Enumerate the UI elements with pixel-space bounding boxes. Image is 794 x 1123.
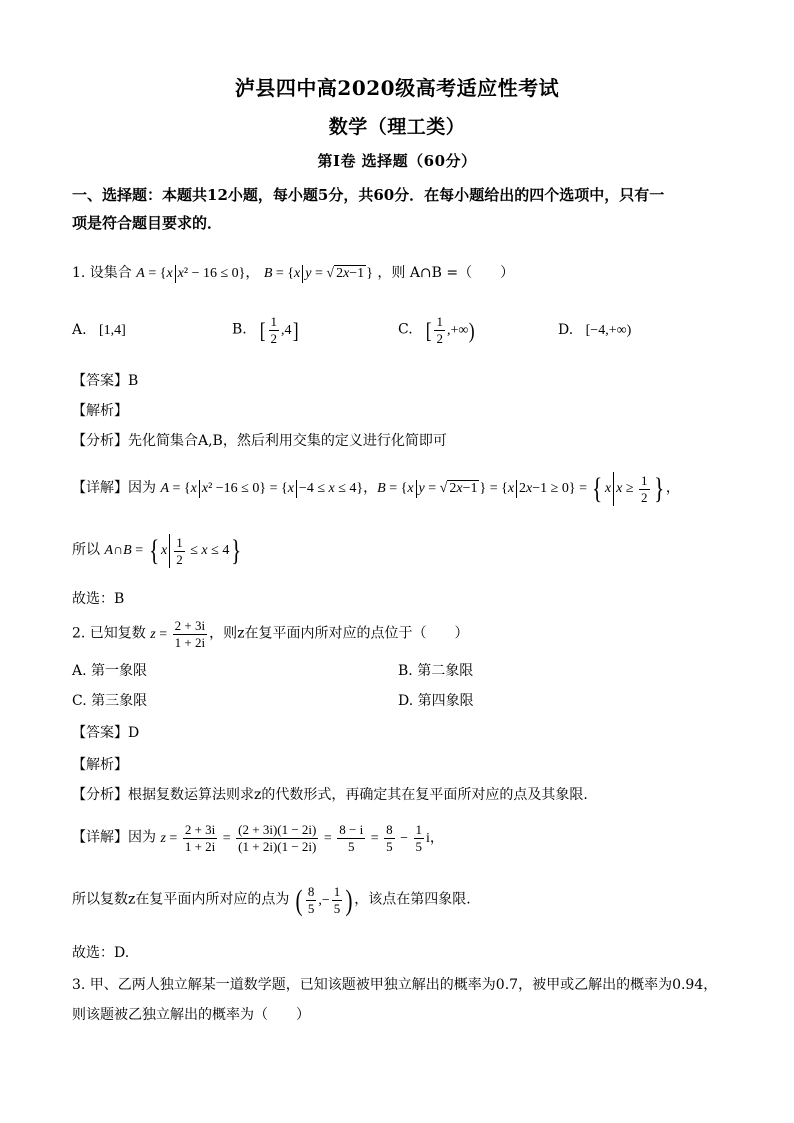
q2-option-b bbox=[398, 660, 473, 680]
q1-stem bbox=[72, 262, 514, 283]
q1-option-d bbox=[558, 322, 631, 339]
q2-option-c-text: 第三象限 bbox=[91, 693, 148, 709]
q1-conclusion-math: A∩B = { x $\frac{1}{2}$ ≤ x ≤ 4} bbox=[104, 534, 242, 567]
q2-option-a-text: 第一象限 bbox=[91, 663, 148, 679]
q1-option-b bbox=[232, 314, 299, 347]
q1-set-a: A = {x x² − 16 ≤ 0} bbox=[136, 266, 246, 281]
q2-option-b-text: 第二象限 bbox=[417, 663, 474, 679]
q1-detail bbox=[72, 472, 680, 506]
q1-option-b-label: B. bbox=[232, 321, 247, 338]
instructions-line-1: 一、选择题：本题共12小题，每小题5分，共60分．在每小题给出的四个选项中，只有一 bbox=[72, 186, 665, 204]
q1-option-c-value: [ $\frac{1}{2}$ ,+∞) bbox=[425, 314, 475, 346]
instructions-line-2: 项是符合题目要求的． bbox=[72, 214, 223, 232]
q2-detail-prefix: 【详解】因为 bbox=[72, 829, 156, 846]
q2-conclusion-prefix: 所以复数z在复平面内所对应的点为 bbox=[72, 891, 290, 908]
exam-title: 泸县四中高2020级高考适应性考试 bbox=[234, 76, 560, 100]
q1-choose: 故选：B bbox=[72, 591, 125, 607]
q3-line-1: 3. 甲、乙两人独立解某一道数学题，已知该题被甲独立解出的概率为0.7，被甲或乙解出的概率为0.94， bbox=[72, 977, 718, 993]
q1-option-d-label: D. bbox=[558, 322, 574, 338]
q2-choose: 故选：D. bbox=[72, 945, 130, 961]
q2-option-c bbox=[72, 690, 147, 710]
q1-suffix: ，则 A∩B =（ ） bbox=[377, 265, 515, 281]
q2-stem bbox=[72, 618, 468, 651]
q1-set-b: B = {x y = √ 2x−1 } bbox=[263, 266, 373, 281]
q1-conclusion-prefix: 所以 bbox=[72, 542, 100, 559]
q2-option-d bbox=[398, 690, 474, 710]
q1-option-d-value: [−4,+∞) bbox=[585, 323, 632, 338]
q1-option-c bbox=[398, 314, 476, 347]
q2-detail-math: z = $\frac{2 + 3i}{1 + 2i}$ = $\frac{(2 + 3i)(1 - 2i)}{(1 + 2i)(1 - 2i)}$ = $\frac{8 - i}{5}$ = $\frac{8}{5}$ − $\frac{1}{5}$ i， bbox=[160, 822, 444, 854]
q2-analysis-head: 【解析】 bbox=[72, 757, 128, 773]
q1-detail-prefix: 【详解】因为 bbox=[72, 480, 156, 497]
q1-analysis-head: 【解析】 bbox=[72, 403, 128, 419]
q1-prefix: 1. 设集合 bbox=[72, 265, 132, 281]
section-title: 第I卷 选择题（60分） bbox=[317, 152, 477, 170]
q2-option-a bbox=[72, 660, 147, 680]
q1-option-a-value: [1,4] bbox=[99, 323, 126, 338]
q2-point: ( $\frac{8}{5}$ ,− $\frac{1}{5}$ ) bbox=[295, 883, 353, 917]
q1-comma: ， bbox=[245, 265, 260, 281]
q2-analysis: 【分析】根据复数运算法则求z的代数形式，再确定其在复平面所对应的点及其象限. bbox=[72, 787, 588, 803]
q1-option-c-label: C. bbox=[398, 321, 413, 338]
q3-line-2: 则该题被乙独立解出的概率为（ ） bbox=[72, 1007, 310, 1023]
q1-answer: 【答案】B bbox=[72, 373, 139, 389]
q2-prefix: 2. 已知复数 bbox=[72, 625, 146, 642]
q2-formula: z = $\frac{2 + 3i}{1 + 2i}$ bbox=[150, 618, 206, 650]
q2-answer: 【答案】D bbox=[72, 725, 140, 741]
q2-conclusion-suffix: ，该点在第四象限. bbox=[354, 891, 471, 908]
q1-option-a bbox=[72, 322, 126, 339]
q1-conclusion bbox=[72, 534, 244, 568]
q2-option-d-label: D. bbox=[398, 693, 414, 709]
q2-option-a-label: A. bbox=[72, 663, 87, 679]
subject-title: 数学（理工类） bbox=[328, 116, 466, 138]
q1-option-a-label: A. bbox=[72, 322, 87, 338]
q1-option-b-value: [ $\frac{1}{2}$ ,4] bbox=[259, 314, 299, 346]
q2-detail bbox=[72, 822, 444, 855]
q1-detail-math: A = {x x² −16 ≤ 0} = {x −4 ≤ x ≤ 4}，B = {x y = √ 2x−1 } = {x 2x−1 ≥ 0} = { x x ≥ $\frac{1}{2}$ } ， bbox=[160, 472, 680, 505]
q2-conclusion bbox=[72, 884, 471, 917]
q2-option-d-text: 第四象限 bbox=[417, 693, 474, 709]
q2-suffix: ，则z在复平面内所对应的点位于（ ） bbox=[209, 625, 469, 642]
q2-option-c-label: C. bbox=[72, 693, 87, 709]
q2-option-b-label: B. bbox=[398, 663, 413, 679]
q1-analysis: 【分析】先化简集合A,B，然后利用交集的定义进行化简即可 bbox=[72, 433, 447, 449]
